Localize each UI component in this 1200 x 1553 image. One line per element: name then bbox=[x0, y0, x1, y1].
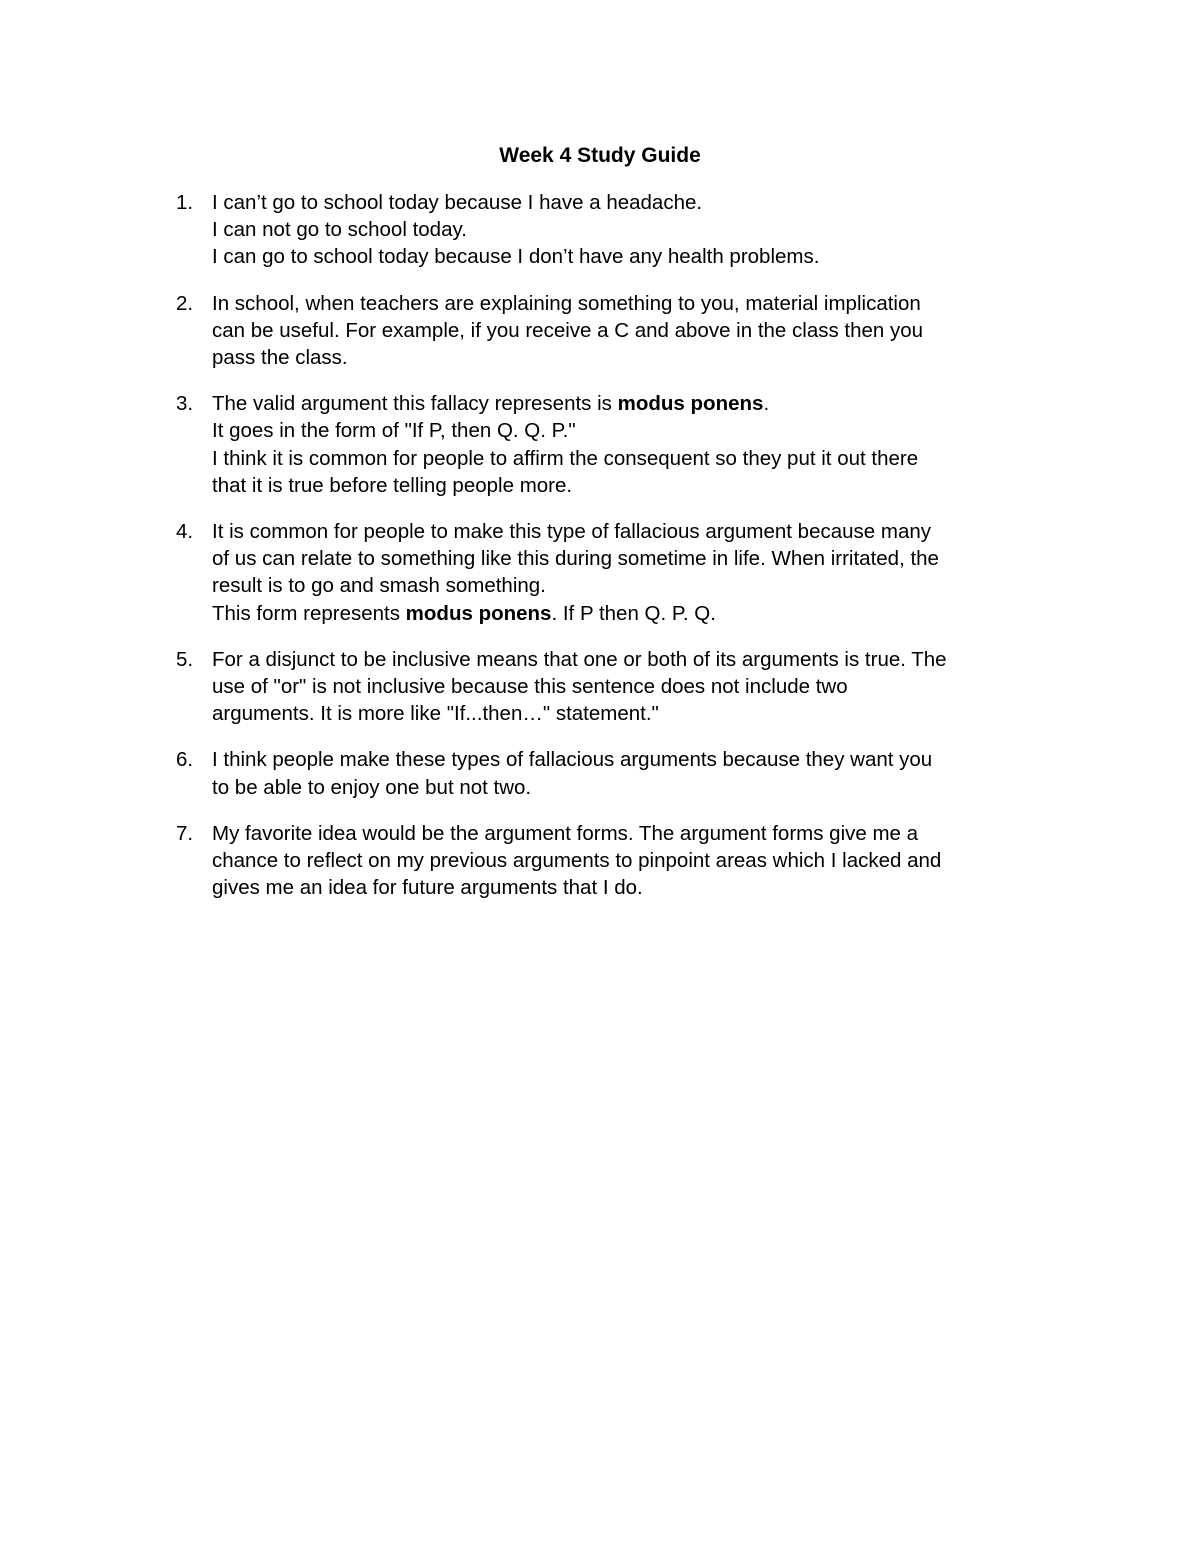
line-text: . If P then Q. P. Q. bbox=[551, 601, 716, 625]
item-line bbox=[212, 216, 1076, 243]
line-text: I can’t go to school today because I have a headache. bbox=[212, 191, 703, 214]
bold-term: modus ponens bbox=[405, 601, 552, 625]
item-line bbox=[212, 874, 1076, 901]
list-item bbox=[176, 189, 1076, 271]
item-number: 4. bbox=[176, 520, 194, 544]
line-text: It goes in the form of "If P, then Q. Q. P." bbox=[212, 419, 576, 443]
line-text: that it is true before telling people more. bbox=[212, 473, 573, 497]
item-number: 1. bbox=[176, 191, 194, 214]
line-text: This form represents bbox=[212, 601, 406, 625]
item-line bbox=[212, 344, 1076, 371]
line-text: arguments. It is more like "If...then…" statement." bbox=[212, 702, 659, 726]
item-line bbox=[212, 847, 1076, 874]
line-text: use of "or" is not inclusive because this sentence does not include two bbox=[212, 675, 848, 699]
line-text: I think it is common for people to affirm the consequent so they put it out there bbox=[212, 446, 919, 470]
item-line bbox=[212, 572, 1076, 599]
item-line bbox=[212, 600, 1076, 627]
item-line bbox=[212, 700, 1076, 727]
list-item bbox=[176, 290, 1076, 372]
line-text: I can not go to school today. bbox=[212, 218, 467, 242]
line-text: For a disjunct to be inclusive means that one or both of its arguments is true. The bbox=[212, 647, 947, 671]
item-number: 2. bbox=[176, 291, 194, 315]
item-line bbox=[212, 472, 1076, 499]
line-text: It is common for people to make this type of fallacious argument because many bbox=[212, 520, 932, 544]
item-line bbox=[212, 646, 1076, 673]
line-text: of us can relate to something like this during sometime in life. When irritated, the bbox=[212, 547, 939, 571]
line-text: I think people make these types of fallacious arguments because they want you bbox=[212, 748, 933, 772]
line-text: can be useful. For example, if you receive a C and above in the class then you bbox=[212, 318, 924, 342]
line-text: . bbox=[763, 392, 770, 416]
line-text: In school, when teachers are explaining something to you, material implication bbox=[212, 291, 921, 315]
item-number: 7. bbox=[176, 821, 194, 845]
item-line bbox=[212, 445, 1076, 472]
page-title: Week 4 Study Guide bbox=[499, 144, 701, 167]
item-line bbox=[212, 820, 1076, 847]
line-text: pass the class. bbox=[212, 346, 348, 370]
item-line bbox=[212, 673, 1076, 700]
item-number: 6. bbox=[176, 748, 194, 772]
item-line bbox=[212, 774, 1076, 801]
list-item bbox=[176, 820, 1076, 902]
answer-list bbox=[176, 189, 1076, 920]
line-text: gives me an idea for future arguments that I do. bbox=[212, 876, 643, 900]
item-line bbox=[212, 189, 1076, 216]
item-number: 5. bbox=[176, 647, 194, 671]
bold-term: modus ponens bbox=[617, 392, 764, 416]
line-text: I can go to school today because I don’t have any health problems. bbox=[212, 245, 820, 269]
item-line bbox=[212, 390, 1076, 417]
item-line bbox=[212, 243, 1076, 270]
line-text: chance to reflect on my previous arguments to pinpoint areas which I lacked and bbox=[212, 849, 942, 873]
item-line bbox=[212, 545, 1076, 572]
item-line bbox=[212, 518, 1076, 545]
list-item bbox=[176, 518, 1076, 627]
line-text: The valid argument this fallacy represents is bbox=[212, 392, 618, 416]
line-text: My favorite idea would be the argument forms. The argument forms give me a bbox=[212, 821, 919, 845]
list-item bbox=[176, 390, 1076, 499]
list-item bbox=[176, 746, 1076, 800]
item-line bbox=[212, 417, 1076, 444]
item-line bbox=[212, 746, 1076, 773]
item-number: 3. bbox=[176, 392, 194, 416]
list-item bbox=[176, 646, 1076, 728]
item-line bbox=[212, 290, 1076, 317]
line-text: result is to go and smash something. bbox=[212, 574, 546, 598]
item-line bbox=[212, 317, 1076, 344]
line-text: to be able to enjoy one but not two. bbox=[212, 775, 532, 799]
